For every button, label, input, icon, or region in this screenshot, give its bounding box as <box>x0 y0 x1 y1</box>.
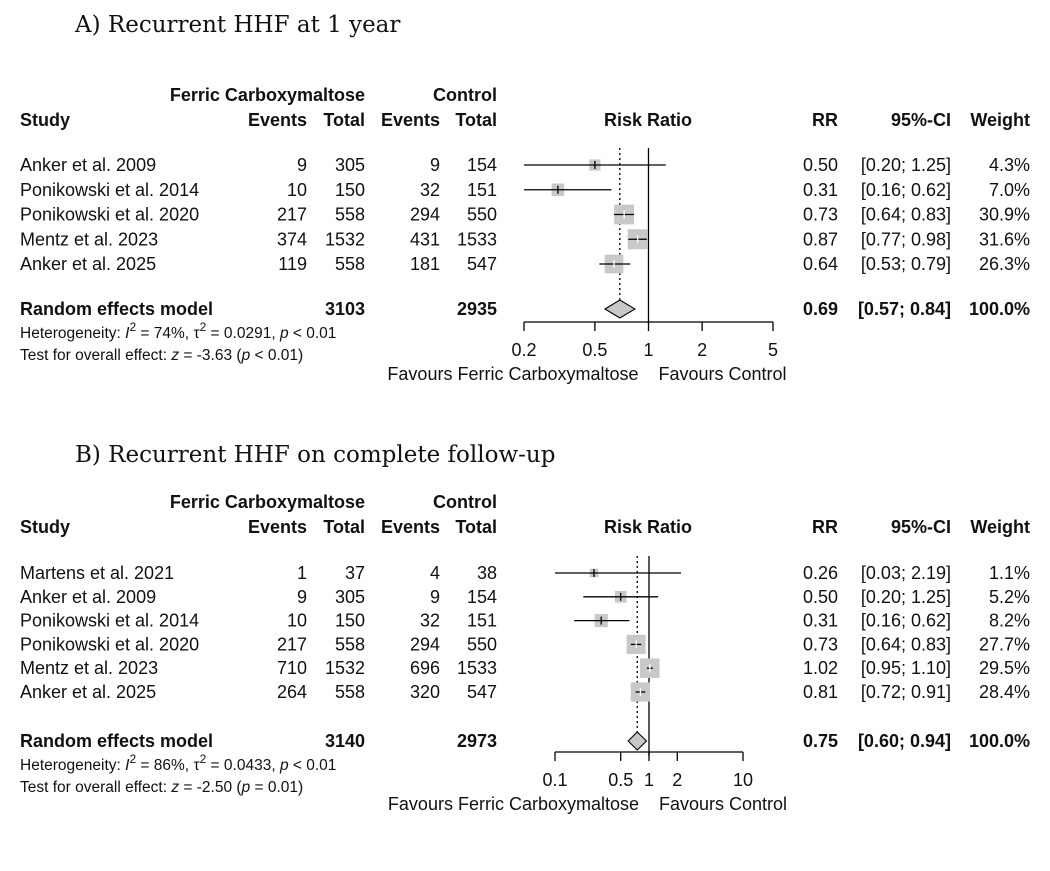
weight-value: 30.9% <box>978 204 1030 225</box>
pooled-label: Random effects model <box>20 299 214 319</box>
total-column-header: Total <box>323 110 365 130</box>
control-events: 32 <box>419 610 440 631</box>
rr-value: 0.81 <box>802 682 838 702</box>
study-row <box>20 634 1030 654</box>
study-row <box>20 254 1030 274</box>
ci-column-header: 95%-CI <box>890 110 951 130</box>
weight-value: 28.4% <box>978 682 1030 702</box>
treatment-events: 264 <box>276 682 307 702</box>
rr-value: 0.73 <box>802 634 838 655</box>
study-column-header: Study <box>20 517 71 537</box>
pooled-diamond <box>605 300 635 318</box>
panel-title: A) Recurrent HHF at 1 year <box>75 12 401 38</box>
events-column-header: Events <box>380 517 440 537</box>
ci-value: [0.77; 0.98] <box>860 229 951 250</box>
control-group-header: Control <box>433 85 497 105</box>
forest-content <box>20 492 1030 814</box>
total-column-header: Total <box>455 110 497 130</box>
pooled-rr: 0.69 <box>802 299 838 319</box>
treatment-group-header: Ferric Carboxymaltose <box>169 85 365 105</box>
control-total: 1533 <box>456 229 497 250</box>
control-events: 320 <box>409 682 440 702</box>
study-row <box>20 229 1030 249</box>
events-column-header: Events <box>380 110 440 130</box>
treatment-group-header: Ferric Carboxymaltose <box>169 492 365 512</box>
rr-value: 1.02 <box>802 658 838 679</box>
control-total: 154 <box>466 586 497 607</box>
study-name: Ponikowski et al. 2014 <box>20 610 200 631</box>
control-events: 696 <box>409 658 440 679</box>
pooled-row <box>20 299 1030 319</box>
weight-value: 8.2% <box>988 610 1030 631</box>
rr-value: 0.87 <box>802 229 838 250</box>
rr-value: 0.26 <box>802 563 838 583</box>
control-total: 550 <box>466 634 497 655</box>
treatment-events: 217 <box>276 634 307 655</box>
treatment-events: 374 <box>276 229 307 250</box>
weight-value: 31.6% <box>978 229 1030 250</box>
x-tick-label: 2 <box>672 770 683 790</box>
study-row <box>20 180 1030 200</box>
ci-value: [0.16; 0.62] <box>860 179 951 200</box>
treatment-total: 558 <box>334 682 365 702</box>
study-column-header: Study <box>20 110 71 130</box>
rr-column-header: RR <box>812 110 838 130</box>
heterogeneity-text: Heterogeneity: $I^2 = 86\%$, $\tau^2 = 0.0433$, p < 0.01 <box>20 752 337 774</box>
study-name: Anker et al. 2025 <box>20 254 157 274</box>
pooled-control-total: 2973 <box>456 731 497 751</box>
weight-value: 4.3% <box>988 155 1030 175</box>
treatment-events: 119 <box>278 254 307 274</box>
x-tick-label: 10 <box>732 770 754 790</box>
x-tick-label: 0.5 <box>608 770 634 790</box>
x-tick-label: 1 <box>643 770 655 790</box>
treatment-events: 9 <box>296 155 307 175</box>
total-column-header: Total <box>323 517 365 537</box>
weight-value: 5.2% <box>988 586 1030 607</box>
treatment-total: 305 <box>334 155 365 175</box>
x-tick-label: 5 <box>767 340 779 360</box>
treatment-total: 305 <box>334 586 365 607</box>
control-events: 9 <box>429 155 440 175</box>
control-total: 154 <box>466 155 497 175</box>
rr-value: 0.31 <box>802 179 838 200</box>
weight-value: 29.5% <box>978 658 1030 679</box>
heterogeneity-text: Heterogeneity: $I^2 = 74\%$, $\tau^2 = 0.0291$, p < 0.01 <box>20 320 337 342</box>
pooled-weight: 100.0% <box>968 299 1030 319</box>
overall-effect-text: Test for overall effect: z = -2.50 (p = 0.01) <box>20 779 304 796</box>
risk-ratio-column-header: Risk Ratio <box>603 110 693 130</box>
pooled-treatment-total: 3103 <box>324 299 365 319</box>
treatment-total: 150 <box>334 610 365 631</box>
study-name: Martens et al. 2021 <box>20 563 175 583</box>
total-column-header: Total <box>455 517 497 537</box>
treatment-events: 10 <box>286 610 307 631</box>
ci-column-header: 95%-CI <box>890 517 951 537</box>
weight-value: 26.3% <box>978 254 1030 274</box>
study-name: Mentz et al. 2023 <box>20 229 159 250</box>
treatment-total: 37 <box>344 563 365 583</box>
study-name: Anker et al. 2009 <box>20 586 157 607</box>
ci-value: [0.64; 0.83] <box>860 204 951 225</box>
forest-plot-panel-a <box>0 0 1050 420</box>
rr-value: 0.50 <box>802 155 838 175</box>
ci-value: [0.64; 0.83] <box>860 634 951 655</box>
favours-left-label: Favours Ferric Carboxymaltose <box>387 364 639 384</box>
x-tick-label: 2 <box>697 340 708 360</box>
control-total: 550 <box>466 204 497 225</box>
study-name: Mentz et al. 2023 <box>20 658 159 679</box>
control-total: 1533 <box>456 658 497 679</box>
study-name: Ponikowski et al. 2020 <box>20 204 200 225</box>
weight-value: 1.1% <box>988 563 1030 583</box>
pooled-row <box>20 731 1030 751</box>
forest-content <box>20 85 1030 384</box>
study-name: Ponikowski et al. 2020 <box>20 634 200 655</box>
pooled-treatment-total: 3140 <box>324 731 365 751</box>
study-name: Ponikowski et al. 2014 <box>20 179 200 200</box>
weight-value: 7.0% <box>988 179 1030 200</box>
panel-title: B) Recurrent HHF on complete follow-up <box>75 442 556 468</box>
x-tick-label: 0.5 <box>582 340 608 360</box>
pooled-rr: 0.75 <box>802 731 838 751</box>
study-name: Anker et al. 2009 <box>20 155 157 175</box>
pooled-diamond <box>628 732 646 750</box>
pooled-ci: [0.60; 0.94] <box>857 731 951 751</box>
forest-plot-panel-b <box>0 430 1050 866</box>
pooled-ci: [0.57; 0.84] <box>857 299 951 319</box>
treatment-total: 558 <box>334 204 365 225</box>
rr-value: 0.31 <box>802 610 838 631</box>
ci-value: [0.95; 1.10] <box>860 658 951 679</box>
rr-value: 0.64 <box>802 254 838 274</box>
events-column-header: Events <box>247 517 307 537</box>
study-name: Anker et al. 2025 <box>20 682 157 702</box>
pooled-control-total: 2935 <box>456 299 497 319</box>
favours-left-label: Favours Ferric Carboxymaltose <box>387 794 639 814</box>
treatment-events: 217 <box>276 204 307 225</box>
treatment-total: 150 <box>334 179 365 200</box>
forest-plot-a <box>0 0 1050 420</box>
ci-value: [0.53; 0.79] <box>860 254 951 274</box>
study-row <box>20 155 1030 175</box>
study-row <box>20 563 1030 583</box>
treatment-total: 558 <box>334 254 365 274</box>
x-tick-label: 0.1 <box>542 770 568 790</box>
study-row <box>20 205 1030 225</box>
control-events: 294 <box>409 634 440 655</box>
study-row <box>20 682 1030 702</box>
control-events: 9 <box>429 586 440 607</box>
control-events: 181 <box>409 254 440 274</box>
ci-value: [0.03; 2.19] <box>860 563 951 583</box>
control-total: 547 <box>466 682 497 702</box>
favours-right-label: Favours Control <box>659 794 788 814</box>
treatment-events: 9 <box>296 586 307 607</box>
control-total: 151 <box>466 610 497 631</box>
rr-value: 0.50 <box>802 586 838 607</box>
favours-right-label: Favours Control <box>658 364 787 384</box>
treatment-events: 1 <box>296 563 307 583</box>
events-column-header: Events <box>247 110 307 130</box>
weight-column-header: Weight <box>970 110 1030 130</box>
treatment-total: 558 <box>334 634 365 655</box>
x-tick-label: 0.2 <box>511 340 537 360</box>
risk-ratio-column-header: Risk Ratio <box>603 517 693 537</box>
ci-value: [0.72; 0.91] <box>860 682 951 702</box>
treatment-total: 1532 <box>324 229 365 250</box>
rr-column-header: RR <box>812 517 838 537</box>
study-row <box>20 658 1030 678</box>
treatment-events: 710 <box>276 658 307 679</box>
overall-effect-text: Test for overall effect: z = -3.63 (p < 0.01) <box>20 347 304 364</box>
weight-column-header: Weight <box>970 517 1030 537</box>
pooled-label: Random effects model <box>20 731 214 751</box>
pooled-weight: 100.0% <box>968 731 1030 751</box>
ci-value: [0.20; 1.25] <box>860 155 951 175</box>
ci-value: [0.20; 1.25] <box>860 586 951 607</box>
control-group-header: Control <box>433 492 497 512</box>
study-row <box>20 587 1030 607</box>
rr-value: 0.73 <box>802 204 838 225</box>
control-events: 431 <box>409 229 440 250</box>
treatment-total: 1532 <box>324 658 365 679</box>
control-total: 151 <box>466 179 497 200</box>
control-total: 547 <box>466 254 497 274</box>
control-events: 32 <box>419 179 440 200</box>
study-row <box>20 611 1030 631</box>
weight-value: 27.7% <box>978 634 1030 655</box>
treatment-events: 10 <box>286 179 307 200</box>
control-events: 4 <box>429 563 440 583</box>
control-total: 38 <box>476 563 497 583</box>
ci-value: [0.16; 0.62] <box>860 610 951 631</box>
control-events: 294 <box>409 204 440 225</box>
forest-plot-b <box>0 430 1050 866</box>
x-tick-label: 1 <box>643 340 654 360</box>
